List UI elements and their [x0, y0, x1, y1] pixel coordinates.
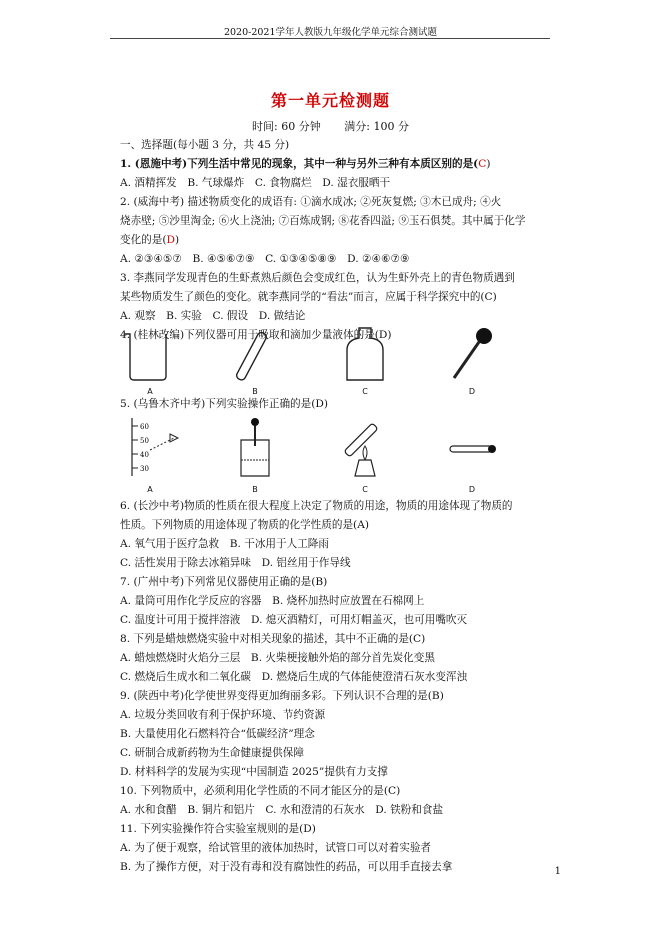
q4-label-c: C	[362, 387, 368, 396]
question-7: 7. (广州中考)下列常见仪器使用正确的是(B)	[120, 576, 328, 588]
dropper-illustration	[442, 326, 502, 396]
q8-options-1: A. 蜡烛燃烧时火焰分三层 B. 火柴梗接触外焰的部分首先炭化变黑	[120, 652, 435, 664]
heating-test-tube-illustration	[335, 416, 395, 494]
q7-options-1: A. 量筒可用作化学反应的容器 B. 烧杯加热时应放置在石棉网上	[120, 595, 425, 607]
q6-options-1: A. 氧气用于医疗急救 B. 干冰用于人工降雨	[120, 538, 329, 550]
page-number: 1	[554, 866, 561, 877]
questions-block-3	[120, 497, 540, 877]
questions-block-2	[120, 395, 540, 414]
q5-figure	[120, 416, 540, 494]
cylinder-tick-50: 50	[140, 437, 149, 445]
q4-label-d: D	[468, 387, 476, 396]
q2-end: )	[175, 234, 180, 246]
q11-option-b: B. 为了操作方便，对于没有毒和没有腐蚀性的药品，可以用手直接去拿	[120, 861, 453, 873]
q2-l3: 变化的是(	[120, 234, 167, 246]
q4-label-b: B	[252, 387, 258, 396]
question-6-line-2: 性质。下列物质的用途体现了物质的化学性质的是(A)	[120, 519, 369, 531]
q2-options: A. ②③④⑤⑦ B. ④⑤⑥⑦⑨ C. ①③④⑤⑧⑨ D. ②④⑥⑦⑨	[120, 253, 410, 265]
full-score: 满分: 100 分	[344, 120, 409, 133]
question-1	[120, 155, 540, 174]
q1-options: A. 酒精挥发 B. 气球爆炸 C. 食物腐烂 D. 湿衣服晒干	[120, 177, 391, 189]
reagent-bottle-illustration	[335, 326, 395, 396]
q5-label-d: D	[468, 485, 476, 494]
q1-end: )	[486, 158, 491, 170]
dropper-bottle-illustration	[225, 416, 285, 494]
beaker-illustration	[120, 326, 180, 396]
q9-option-d: D. 材料科学的发展为实现“中国制造 2025”提供有力支撑	[120, 766, 388, 778]
q1-stem: 1. (恩施中考)下列生活中常见的现象，其中一种与另外三种有本质区别的是(	[120, 158, 479, 170]
page-title: 第一单元检测题	[270, 91, 390, 110]
header-divider	[110, 38, 550, 39]
q3-options: A. 观察 B. 实验 C. 假设 D. 做结论	[120, 310, 306, 322]
cylinder-tick-60: 60	[140, 423, 149, 431]
q11-option-a: A. 为了便于观察，给试管里的液体加热时，试管口可以对着实验者	[120, 842, 432, 854]
question-6-line-1: 6. (长沙中考)物质的性质在很大程度上决定了物质的用途，物质的用途体现了物质的	[120, 500, 513, 512]
q5-label-a: A	[147, 485, 153, 494]
question-10: 10. 下列物质中，必须利用化学性质的不同才能区分的是(C)	[120, 785, 401, 797]
question-2-line-2: 烧赤壁; ⑤沙里淘金; ⑥火上浇油; ⑦百炼成钢; ⑧花香四溢; ⑨玉石俱焚。其中属于化学	[120, 215, 526, 227]
question-5: 5. (乌鲁木齐中考)下列实验操作正确的是(D)	[120, 398, 328, 410]
questions-block-1	[120, 136, 540, 345]
q8-options-2: C. 燃烧后生成水和二氧化碳 D. 燃烧后生成的气体能使澄清石灰水变浑浊	[120, 671, 468, 683]
q5-label-c: C	[362, 485, 368, 494]
test-tube-illustration	[225, 326, 285, 396]
cylinder-tick-30: 30	[140, 465, 149, 473]
q9-option-a: A. 垃圾分类回收有利于保护环境、节约资源	[120, 709, 326, 721]
q1-answer: C	[478, 158, 487, 170]
thermometer-illustration	[442, 416, 502, 494]
q4-label-a: A	[147, 387, 153, 396]
q7-options-2: C. 温度计可用于搅拌溶液 D. 熄灭酒精灯，可用灯帽盖灭，也可用嘴吹灭	[120, 614, 468, 626]
q9-option-b: B. 大量使用化石燃料符合“低碳经济”理念	[120, 728, 315, 740]
question-3-line-2: 某些物质发生了颜色的变化。就李燕同学的“看法”而言，应属于科学探究中的(C)	[120, 291, 497, 303]
q9-option-c: C. 研制合成新药物为生命健康提供保障	[120, 747, 304, 759]
question-9: 9. (陕西中考)化学使世界变得更加绚丽多彩。下列认识不合理的是(B)	[120, 690, 444, 702]
question-4: 4. (桂林改编)下列仪器可用于吸取和滴加少量液体的是(D)	[120, 329, 392, 341]
question-2-line-3	[120, 231, 540, 250]
question-3-line-1: 3. 李燕同学发现青色的生虾煮熟后颜色会变成红色，认为生虾外壳上的青色物质遇到	[120, 272, 515, 284]
q5-label-b: B	[252, 485, 258, 494]
question-11: 11. 下列实验操作符合实验室规则的是(D)	[120, 823, 316, 835]
section-heading: 一、选择题(每小题 3 分，共 45 分)	[120, 139, 290, 151]
q6-options-2: C. 活性炭用于除去冰箱异味 D. 铝丝用于作导线	[120, 557, 351, 569]
q10-options: A. 水和食醋 B. 铜片和铝片 C. 水和澄清的石灰水 D. 铁粉和食盐	[120, 804, 444, 816]
graduated-cylinder-illustration	[120, 416, 180, 494]
q2-answer: D	[166, 234, 176, 246]
page-header: 2020-2021学年人教版九年级化学单元综合测试题	[223, 27, 438, 38]
question-2-line-1: 2. (威海中考) 描述物质变化的成语有: ①滴水成冰; ②死灰复燃; ③木已成舟; ④火	[120, 196, 502, 208]
q4-figure	[120, 326, 540, 396]
cylinder-tick-40: 40	[140, 451, 149, 459]
question-8: 8. 下列是蜡烛燃烧实验中对相关现象的描述，其中不正确的是(C)	[120, 633, 426, 645]
exam-meta	[0, 118, 661, 134]
time-limit: 时间: 60 分钟	[252, 120, 321, 133]
